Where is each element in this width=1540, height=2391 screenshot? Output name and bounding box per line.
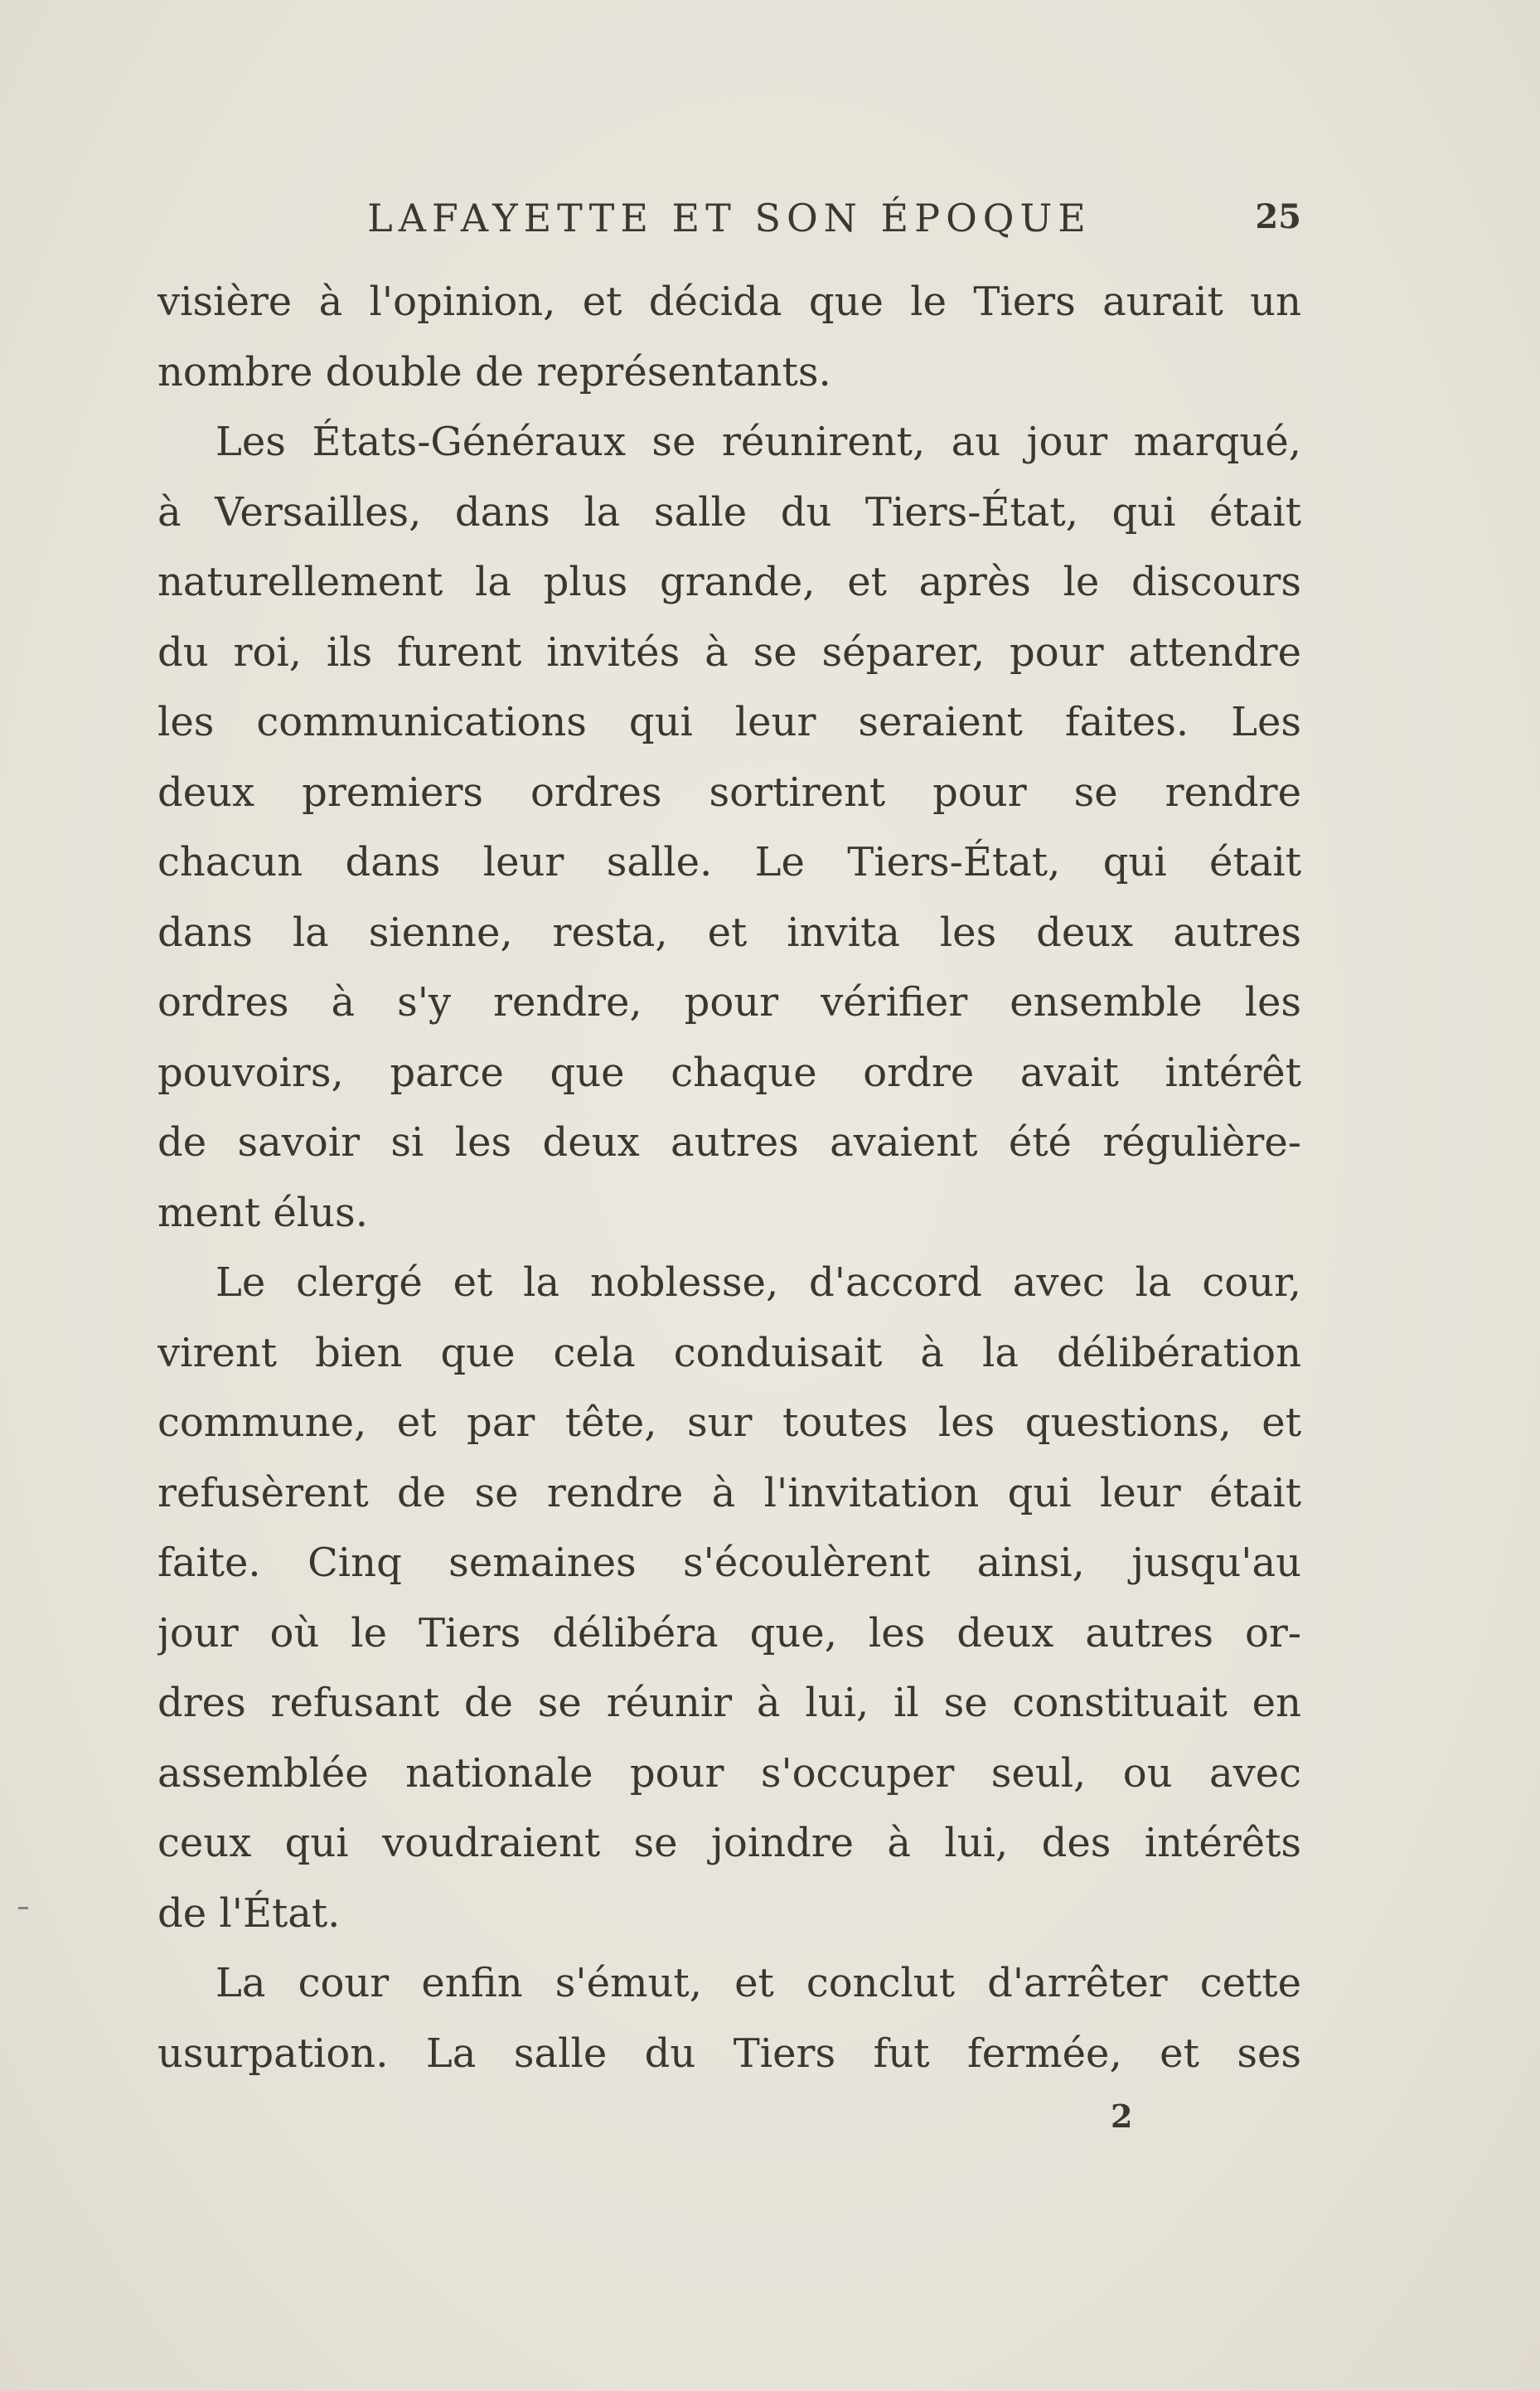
text-line: pouvoirs, parce que chaque ordre avait intérêt: [157, 1049, 1301, 1096]
margin-mark: [18, 1907, 28, 1909]
text-line: ordres à s'y rendre, pour vérifier ensemble les: [157, 979, 1301, 1026]
text-line: du roi, ils furent invités à se séparer, pour attendre: [157, 628, 1301, 676]
text-line: visière à l'opinion, et décida que le Tiers aurait un: [157, 279, 1301, 325]
body-text: [157, 267, 1301, 2088]
text-line: de savoir si les deux autres avaient été régulière-: [157, 1119, 1301, 1166]
text-line: dans la sienne, resta, et invita les deux autres: [157, 909, 1301, 956]
text-line: refusèrent de se rendre à l'invitation qui leur était: [157, 1469, 1301, 1516]
text-line: ceux qui voudraient se joindre à lui, des intérêts: [157, 1820, 1301, 1866]
text-line: faite. Cinq semaines s'écoulèrent ainsi, jusqu'au: [157, 1540, 1301, 1586]
running-title: LAFAYETTE ET SON ÉPOQUE: [367, 196, 1092, 240]
text-line: virent bien que cela conduisait à la délibération: [157, 1329, 1301, 1376]
text-line: ment élus.: [157, 1189, 368, 1236]
text-line: dres refusant de se réunir à lui, il se constituait en: [157, 1680, 1301, 1726]
text-line: La cour enfin s'émut, et conclut d'arrêter cette: [216, 1960, 1301, 2006]
text-line: deux premiers ordres sortirent pour se rendre: [157, 769, 1301, 816]
text-line: de l'État.: [157, 1889, 341, 1937]
text-line: jour où le Tiers délibéra que, les deux autres or-: [157, 1609, 1301, 1656]
page-number: 25: [1255, 197, 1301, 236]
text-line: à Versailles, dans la salle du Tiers-État, qui était: [157, 488, 1301, 536]
running-head: [157, 196, 1301, 254]
text-line: commune, et par tête, sur toutes les questions, et: [157, 1399, 1301, 1446]
text-line: naturellement la plus grande, et après le discours: [157, 559, 1301, 605]
text-line: les communications qui leur seraient faites. Les: [157, 699, 1301, 745]
text-line: usurpation. La salle du Tiers fut fermée, et ses: [157, 2030, 1301, 2077]
text-line: Les États-Généraux se réunirent, au jour marqué,: [216, 419, 1301, 465]
signature-mark: 2: [1111, 2098, 1133, 2135]
text-line: nombre double de représentants.: [157, 348, 831, 395]
text-line: chacun dans leur salle. Le Tiers-État, qui était: [157, 839, 1301, 885]
text-line: assemblée nationale pour s'occuper seul, ou avec: [157, 1749, 1301, 1797]
text-line: Le clergé et la noblesse, d'accord avec la cour,: [216, 1259, 1301, 1306]
